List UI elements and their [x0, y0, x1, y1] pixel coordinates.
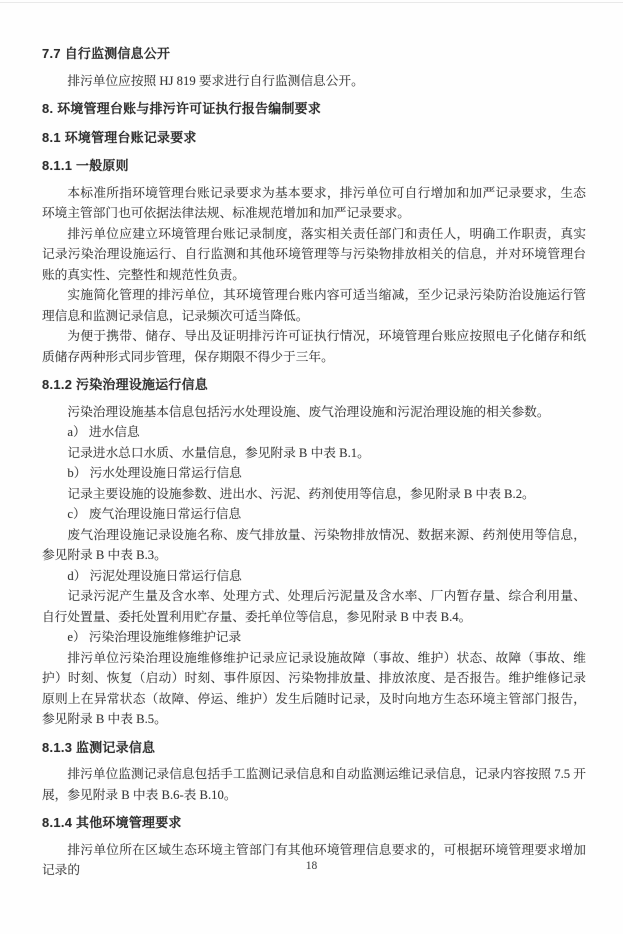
section-heading: 8.1.1 一般原则	[42, 158, 129, 173]
paragraph: 排污单位应建立环境管理台账记录制度，落实相关责任部门和责任人，明确工作职责，真实记录污染治理设施运行、自行监测和其他环境管理等与污染物排放相关的信息，并对环境管理台账的真实性、完整性和规范性负责。	[42, 226, 586, 282]
paragraph: 排污单位污染治理设施维修维护记录应记录设施故障（事故、维护）状态、故障（事故、维护）时刻、恢复（启动）时刻、事件原因、污染物排放量、排放浓度、是否报告。维护维修记录原则上在异常状态（故障、停运、维护）发生后随时记录，及时向地方生态环境主管部门报告，参见附录 B 中表 B.5。	[42, 650, 586, 726]
paragraph: 排污单位监测记录信息包括手工监测记录信息和自动监测运维记录信息，记录内容按照 7.5 开展，参见附录 B 中表 B.6-表 B.10。	[42, 767, 586, 802]
section-heading: 8.1 环境管理台账记录要求	[42, 129, 197, 145]
paragraph: 本标准所指环境管理台账记录要求为基本要求，排污单位可自行增加和加严记录要求，生态环境主管部门也可依据法律法规、标准规范增加和加严记录要求。	[42, 185, 586, 220]
section-heading: 7.7 自行监测信息公开	[42, 46, 171, 61]
paragraph: 记录进水总口水质、水量信息，参见附录 B 中表 B.1。	[67, 445, 370, 460]
scan-edge-line	[0, 2, 623, 3]
list-item: e） 污染治理设施维修维护记录	[67, 630, 242, 644]
section-heading: 8.1.2 污染治理设施运行信息	[42, 377, 208, 392]
paragraph: 废气治理设施记录设施名称、废气排放量、污染物排放情况、数据来源、药剂使用等信息，参见附录 B 中表 B.3。	[42, 527, 586, 562]
section-heading: 8.1.3 监测记录信息	[42, 739, 156, 755]
paragraph: 实施简化管理的排污单位，其环境管理台账内容可适当缩减，至少记录污染防治设施运行管理信息和监测记录信息，记录频次可适当降低。	[42, 288, 586, 323]
list-item: d） 污泥处理设施日常运行信息	[67, 568, 242, 583]
paragraph: 记录污泥产生量及含水率、处理方式、处理后污泥量及含水率、厂内暂存量、综合利用量、自行处置量、委托处置利用贮存量、委托单位等信息，参见附录 B 中表 B.4。	[42, 589, 586, 624]
list-item: c） 废气治理设施日常运行信息	[67, 507, 242, 521]
document-content	[42, 44, 586, 881]
paragraph: 为便于携带、储存、导出及证明排污许可证执行情况，环境管理台账应按照电子化储存和纸质储存两种形式同步管理，保存期限不得少于三年。	[42, 329, 586, 364]
paragraph: 污染治理设施基本信息包括污水处理设施、废气治理设施和污泥治理设施的相关参数。	[67, 404, 550, 419]
paragraph: 记录主要设施的设施参数、进出水、污泥、药剂使用等信息，参见附录 B 中表 B.2。	[67, 486, 535, 501]
paragraph: 排污单位应按照 HJ 819 要求进行自行监测信息公开。	[67, 73, 364, 88]
paragraph: 排污单位所在区域生态环境主管部门有其他环境管理信息要求的，可根据环境管理要求增加记录的	[42, 842, 586, 877]
list-item: a） 进水信息	[67, 425, 140, 439]
page-number: 18	[305, 860, 318, 872]
section-heading: 8. 环境管理台账与排污许可证执行报告编制要求	[42, 101, 322, 116]
list-item: b） 污水处理设施日常运行信息	[67, 466, 242, 480]
section-heading: 8.1.4 其他环境管理要求	[42, 815, 182, 830]
